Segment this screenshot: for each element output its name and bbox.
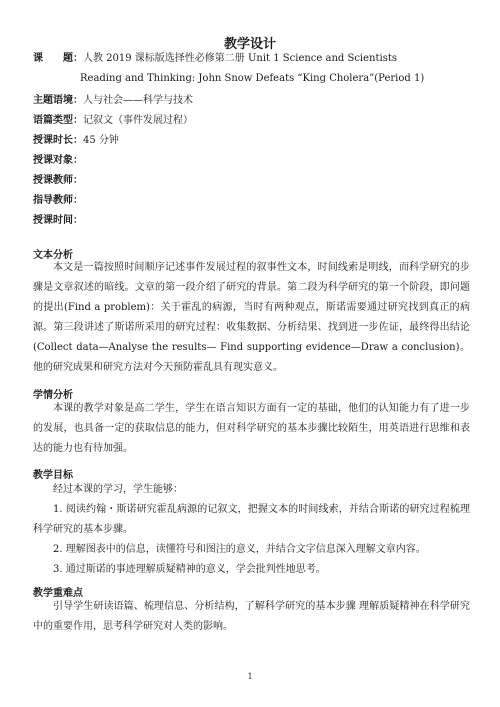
audience-row: [33, 154, 83, 168]
key-points-heading: 教学重难点: [33, 588, 83, 599]
duration-label: 授课时长：: [33, 135, 83, 146]
key-points-body: 引导学生研读语篇、梳理信息、分析结构，了解科学研究的基本步骤 理解质疑精神在科学研究中的重要作用，思考科学研究对人类的影响。: [33, 601, 470, 632]
genre-row: [33, 114, 193, 128]
teacher-label: 授课教师：: [33, 175, 83, 186]
learner-heading: 学情分析: [33, 390, 73, 401]
time-label: 授课时间：: [33, 215, 83, 226]
learner-body: 本课的教学对象是高二学生，学生在语言知识方面有一定的基础，他们的认知能力有了进一步的发展，也具备一定的获取信息的能力，但对科学研究的基本步骤比较陌生，用英语进行思维和表达的能力也有待加强。: [33, 403, 470, 454]
goals-intro: 经过本课的学习，学生能够：: [53, 484, 183, 495]
teacher-row: [33, 174, 83, 188]
context-value: 人与社会——科学与技术: [83, 95, 193, 106]
time-row: [33, 214, 83, 228]
goal-1: 1. 阅读约翰・斯诺研究霍乱病源的记叙文，把握文本的时间线索，并结合斯诺的研究过程梳理科学研究的基本步骤。: [33, 504, 470, 535]
goal-2: 2. 理解图表中的信息，读懂符号和图注的意义，并结合文字信息深入理解文章内容。: [53, 544, 426, 555]
audience-label: 授课对象：: [33, 155, 83, 166]
text-analysis-heading: 文本分析: [33, 250, 73, 261]
goal-3: 3. 通过斯诺的事迹理解质疑精神的意义，学会批判性地思考。: [53, 564, 326, 575]
genre-value: 记叙文（事件发展过程）: [83, 115, 193, 126]
goals-heading: 教学目标: [33, 470, 73, 481]
page-number: 1: [247, 672, 253, 681]
context-label: 主题语境：: [33, 95, 83, 106]
topic-row: [33, 52, 397, 66]
topic-label: 课 题：: [33, 53, 83, 64]
duration-row: [33, 134, 119, 148]
mentor-label: 指导教师：: [33, 195, 83, 206]
duration-value: 45 分钟: [83, 135, 119, 146]
context-row: [33, 94, 193, 108]
topic-line-2: Reading and Thinking: John Snow Defeats “King Cholera”(Period 1): [80, 73, 425, 84]
topic-line-1: 人教 2019 课标版选择性必修第二册 Unit 1 Science and Scientists: [83, 53, 397, 64]
document-title: 教学设计: [223, 37, 276, 52]
text-analysis-body: 本文是一篇按照时间顺序记述事件发展过程的叙事性文本，时间线索是明线，而科学研究的步骤是文章叙述的暗线。文章的第一段介绍了研究的背景。第二段为科学研究的第一个阶段，即问题的提出(Find a problem)：关于霍乱的病源，当时有两种观点，斯诺需要通过研究找到真正的病源。第三段讲述了斯诺所采用的研究过程：收集数据、分析结果、找到进一步佐证，最终得出结论(Collect data—Analyse the results— Find supporting evidence—Draw a conclusion)。他的研究成果和研究方法对今天预防霍乱具有现实意义。: [33, 262, 470, 373]
mentor-row: [33, 194, 83, 208]
genre-label: 语篇类型：: [33, 115, 83, 126]
